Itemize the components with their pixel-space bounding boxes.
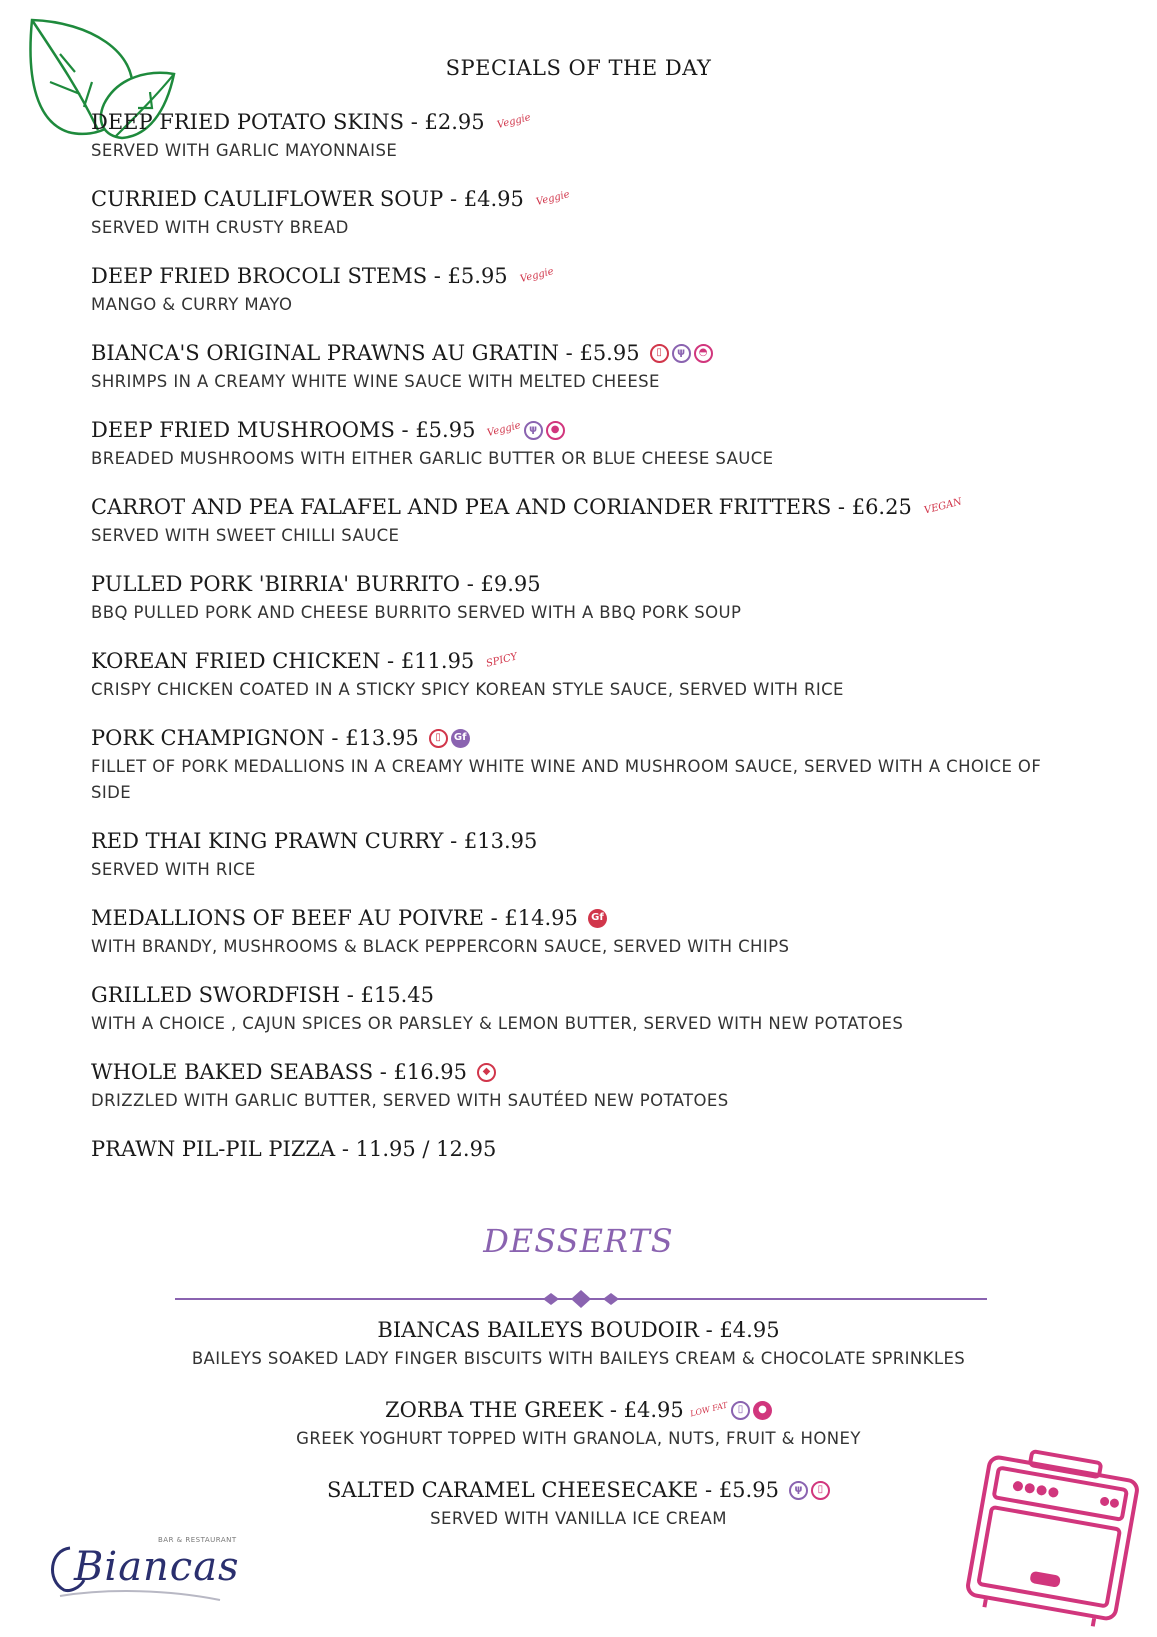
item-name: CARROT AND PEA FALAFEL AND PEA AND CORIANDER FRITTERS [91, 495, 832, 519]
item-description: SERVED WITH GARLIC MAYONNAISE [91, 141, 398, 160]
item-description: SERVED WITH SWEET CHILLI SAUCE [91, 526, 400, 545]
item-price: £14.95 [504, 906, 578, 930]
dessert-item: SALTED CARAMEL CHEESECAKE - £5.95 ψ ▯ SERVED WITH VANILLA ICE CREAM [0, 1476, 1157, 1532]
gluten-icon: ψ [672, 344, 691, 363]
dessert-item: BIANCAS BAILEYS BOUDOIR - £4.95 BAILEYS SOAKED LADY FINGER BISCUITS WITH BAILEYS CREAM & CHOCOLATE SPRINKLES [0, 1316, 1157, 1372]
dairy-icon: ▯ [650, 344, 669, 363]
item-price: £5.95 [718, 1478, 779, 1502]
item-name: DEEP FRIED BROCOLI STEMS [91, 264, 428, 288]
item-price: £4.95 [719, 1318, 780, 1342]
low-fat-tag: LOW FAT [689, 1400, 729, 1419]
item-price: £13.95 [463, 829, 538, 853]
item-description: BREADED MUSHROOMS WITH EITHER GARLIC BUTTER OR BLUE CHEESE SAUCE [91, 449, 774, 468]
item-price: 11.95 / 12.95 [355, 1137, 497, 1161]
menu-item: BIANCA'S ORIGINAL PRAWNS AU GRATIN - £5.95 ▯ ψ ◓ SHRIMPS IN A CREAMY WHITE WINE SAUCE WITH MELTED CHEESE [91, 339, 1071, 395]
item-description: WITH A CHOICE , CAJUN SPICES OR PARSLEY & LEMON BUTTER, SERVED WITH NEW POTATOES [91, 1014, 904, 1033]
item-price: £15.45 [360, 983, 434, 1007]
item-description: SERVED WITH RICE [91, 860, 256, 879]
menu-item: DEEP FRIED BROCOLI STEMS - £5.95 Veggie MANGO & CURRY MAYO [91, 262, 1071, 318]
gluten-icon: ψ [789, 1481, 808, 1500]
nuts-icon: ● [753, 1401, 772, 1420]
menu-item: DEEP FRIED MUSHROOMS - £5.95 Veggie ψ ● BREADED MUSHROOMS WITH EITHER GARLIC BUTTER OR BLUE CHEESE SAUCE [91, 416, 1071, 472]
ornamental-divider [175, 1287, 987, 1311]
item-price: £16.95 [393, 1060, 468, 1084]
oven-icon [958, 1440, 1148, 1630]
item-price: £5.95 [447, 264, 508, 288]
item-price: £2.95 [424, 110, 485, 134]
item-price: £13.95 [345, 726, 419, 750]
specials-list [91, 108, 1071, 1184]
item-description: BBQ PULLED PORK AND CHEESE BURRITO SERVED WITH A BBQ PORK SOUP [91, 603, 742, 622]
item-price: £6.25 [851, 495, 912, 519]
item-name: MEDALLIONS OF BEEF AU POIVRE [91, 906, 484, 930]
menu-item: CURRIED CAULIFLOWER SOUP - £4.95 Veggie SERVED WITH CRUSTY BREAD [91, 185, 1071, 241]
menu-item: MEDALLIONS OF BEEF AU POIVRE - £14.95 Gf WITH BRANDY, MUSHROOMS & BLACK PEPPERCORN SAUCE, SERVED WITH CHIPS [91, 904, 1071, 960]
veggie-tag: Veggie [486, 420, 523, 439]
item-description: WITH BRANDY, MUSHROOMS & BLACK PEPPERCORN SAUCE, SERVED WITH CHIPS [91, 937, 790, 956]
item-price: £11.95 [400, 649, 475, 673]
restaurant-logo [40, 1530, 240, 1610]
item-price: £5.95 [579, 341, 640, 365]
item-description: SERVED WITH CRUSTY BREAD [91, 218, 349, 237]
logo-name: Biancas [74, 1544, 240, 1590]
item-price: £4.95 [623, 1398, 684, 1422]
menu-item: RED THAI KING PRAWN CURRY - £13.95 SERVED WITH RICE [91, 827, 1071, 883]
item-description: FILLET OF PORK MEDALLIONS IN A CREAMY WHITE WINE AND MUSHROOM SAUCE, SERVED WITH A CHOICE OF SIDE [91, 757, 1042, 802]
item-name: PRAWN PIL-PIL PIZZA [91, 1137, 336, 1161]
item-price: £9.95 [480, 572, 541, 596]
item-name: DEEP FRIED POTATO SKINS [91, 110, 405, 134]
item-description: GREEK YOGHURT TOPPED WITH GRANOLA, NUTS, FRUIT & HONEY [296, 1429, 861, 1448]
item-description: DRIZZLED WITH GARLIC BUTTER, SERVED WITH SAUTÉED NEW POTATOES [91, 1091, 729, 1110]
logo-subtitle: BAR & RESTAURANT [158, 1536, 237, 1544]
item-name: CURRIED CAULIFLOWER SOUP [91, 187, 444, 211]
menu-item: CARROT AND PEA FALAFEL AND PEA AND CORIANDER FRITTERS - £6.25 VEGAN SERVED WITH SWEET CHILLI SAUCE [91, 493, 1071, 549]
gluten-free-icon: Gf [451, 729, 470, 748]
veggie-tag: Veggie [518, 266, 555, 285]
item-description: SHRIMPS IN A CREAMY WHITE WINE SAUCE WITH MELTED CHEESE [91, 372, 660, 391]
item-description: SERVED WITH VANILLA ICE CREAM [430, 1509, 727, 1528]
item-description: CRISPY CHICKEN COATED IN A STICKY SPICY KOREAN STYLE SAUCE, SERVED WITH RICE [91, 680, 844, 699]
item-name: ZORBA THE GREEK [385, 1398, 604, 1422]
fish-icon: ◆ [477, 1063, 496, 1082]
item-description: BAILEYS SOAKED LADY FINGER BISCUITS WITH BAILEYS CREAM & CHOCOLATE SPRINKLES [191, 1349, 966, 1368]
menu-item: DEEP FRIED POTATO SKINS - £2.95 Veggie SERVED WITH GARLIC MAYONNAISE [91, 108, 1071, 164]
item-name: DEEP FRIED MUSHROOMS [91, 418, 395, 442]
item-description: MANGO & CURRY MAYO [91, 295, 293, 314]
item-name: GRILLED SWORDFISH [91, 983, 341, 1007]
egg-icon: ● [546, 421, 565, 440]
gluten-icon: ψ [524, 421, 543, 440]
item-name: WHOLE BAKED SEABASS [91, 1060, 374, 1084]
item-name: PORK CHAMPIGNON [91, 726, 325, 750]
item-name: BIANCAS BAILEYS BOUDOIR [377, 1318, 699, 1342]
veggie-tag: Veggie [495, 112, 532, 131]
item-name: SALTED CARAMEL CHEESECAKE [327, 1478, 699, 1502]
menu-item: PRAWN PIL-PIL PIZZA - 11.95 / 12.95 [91, 1137, 497, 1161]
menu-item: GRILLED SWORDFISH - £15.45 WITH A CHOICE , CAJUN SPICES OR PARSLEY & LEMON BUTTER, SERVED WITH NEW POTATOES [91, 981, 1071, 1037]
gluten-free-icon: Gf [588, 909, 607, 928]
menu-item: PULLED PORK 'BIRRIA' BURRITO - £9.95 BBQ PULLED PORK AND CHEESE BURRITO SERVED WITH A BBQ PORK SOUP [91, 570, 1071, 626]
vegan-tag: VEGAN [922, 496, 963, 517]
item-price: £5.95 [415, 418, 476, 442]
veggie-tag: Veggie [534, 189, 571, 208]
item-name: BIANCA'S ORIGINAL PRAWNS AU GRATIN [91, 341, 559, 365]
page-title: SPECIALS OF THE DAY [445, 56, 712, 80]
menu-item: WHOLE BAKED SEABASS - £16.95 ◆ DRIZZLED WITH GARLIC BUTTER, SERVED WITH SAUTÉED NEW POTATOES [91, 1058, 1071, 1114]
spicy-tag: SPICY [485, 651, 519, 670]
desserts-heading: DESSERTS [483, 1222, 674, 1260]
item-name: RED THAI KING PRAWN CURRY [91, 829, 444, 853]
item-name: KOREAN FRIED CHICKEN [91, 649, 381, 673]
item-name: PULLED PORK 'BIRRIA' BURRITO [91, 572, 461, 596]
dairy-icon: ▯ [429, 729, 448, 748]
shellfish-icon: ◓ [694, 344, 713, 363]
dairy-icon: ▯ [731, 1401, 750, 1420]
item-price: £4.95 [463, 187, 524, 211]
dessert-item: ZORBA THE GREEK - £4.95 LOW FAT ▯ ● GREEK YOGHURT TOPPED WITH GRANOLA, NUTS, FRUIT & HONEY [0, 1396, 1157, 1452]
menu-item: KOREAN FRIED CHICKEN - £11.95 SPICY CRISPY CHICKEN COATED IN A STICKY SPICY KOREAN STYLE SAUCE, SERVED WITH RICE [91, 647, 1071, 703]
dairy-icon: ▯ [811, 1481, 830, 1500]
menu-item: PORK CHAMPIGNON - £13.95 ▯ Gf FILLET OF PORK MEDALLIONS IN A CREAMY WHITE WINE AND MUSHROOM SAUCE, SERVED WITH A CHOICE OF SIDE [91, 724, 1071, 806]
